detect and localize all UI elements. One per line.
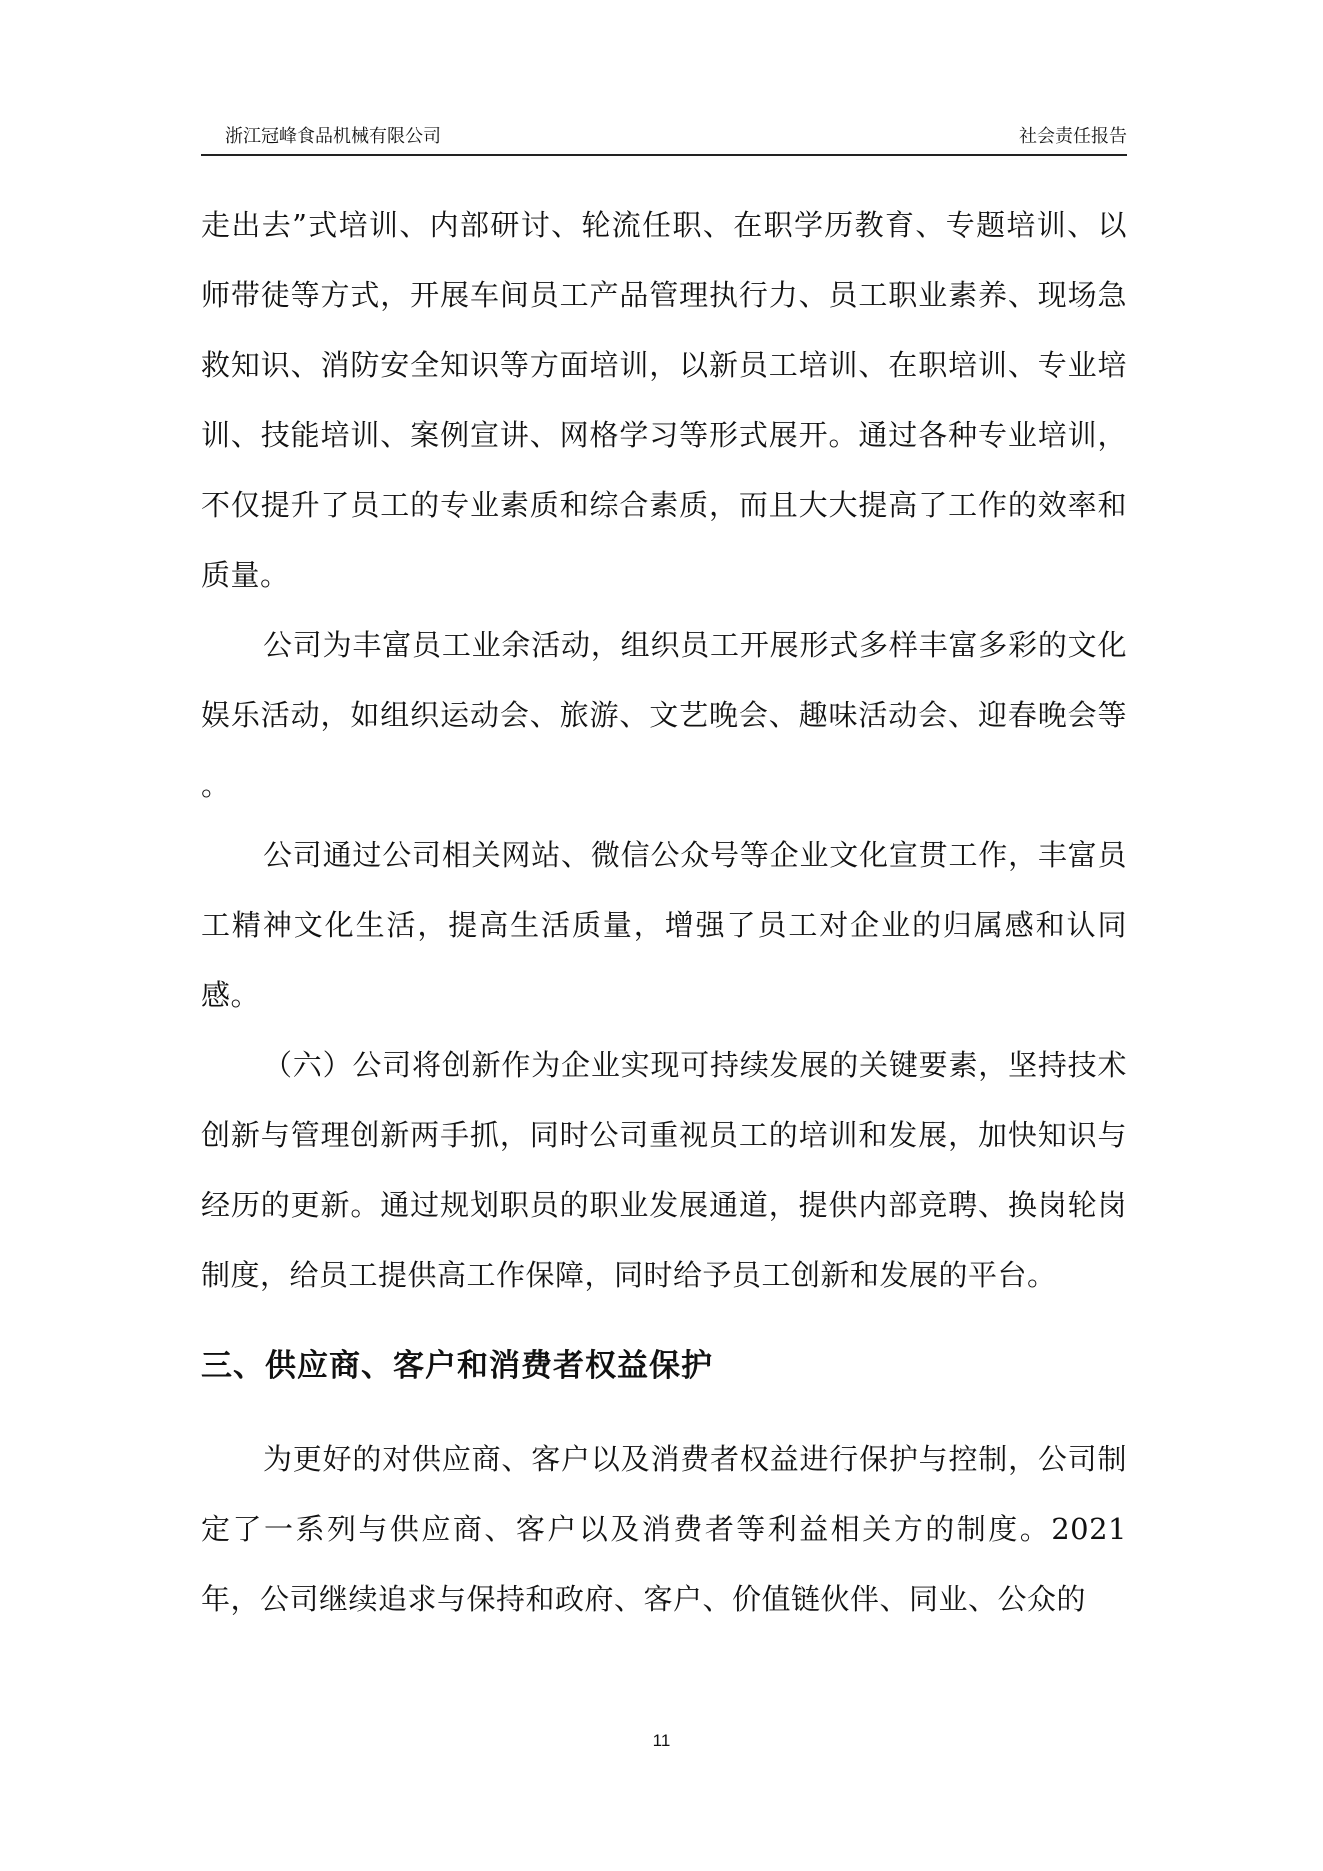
section-heading: 三、供应商、客户和消费者权益保护 bbox=[201, 1348, 713, 1384]
paragraph-training: 走出去”式培训、内部研讨、轮流任职、在职学历教育、专题培训、以师带徒等方式，开展车间员工产品管理执行力、员工职业素养、现场急救知识、消防安全知识等方面培训，以新员工培训、在职培训、专业培训、技能培训、案例宣讲、网格学习等形式展开。通过各种专业培训，不仅提升了员工的专业素质和综合素质，而且大大提高了工作的效率和质量。 bbox=[201, 208, 1127, 592]
paragraph-activities: 公司为丰富员工业余活动，组织员工开展形式多样丰富多彩的文化娱乐活动，如组织运动会、旅游、文艺晚会、趣味活动会、迎春晚会等 。 bbox=[201, 628, 1127, 802]
paragraph-culture: 公司通过公司相关网站、微信公众号等企业文化宣贯工作，丰富员工精神文化生活，提高生活质量，增强了员工对企业的归属感和认同感。 bbox=[201, 838, 1127, 1012]
paragraph-supplier-protection: 为更好的对供应商、客户以及消费者权益进行保护与控制，公司制定了一系列与供应商、客户以及消费者等利益相关方的制度。2021年，公司继续追求与保持和政府、客户、价值链伙伴、同业、公众的 bbox=[201, 1442, 1127, 1616]
header-report-title: 社会责任报告 bbox=[1019, 126, 1127, 147]
page-number: 11 bbox=[652, 1731, 671, 1750]
paragraph-innovation: （六）公司将创新作为企业实现可持续发展的关键要素，坚持技术创新与管理创新两手抓，同时公司重视员工的培训和发展，加快知识与经历的更新。通过规划职员的职业发展通道，提供内部竞聘、换岗轮岗制度，给员工提供高工作保障，同时给予员工创新和发展的平台。 bbox=[201, 1048, 1127, 1292]
header-company-name: 浙江冠峰食品机械有限公司 bbox=[225, 126, 441, 147]
document-body bbox=[201, 190, 1127, 1634]
page-header bbox=[201, 120, 1127, 156]
